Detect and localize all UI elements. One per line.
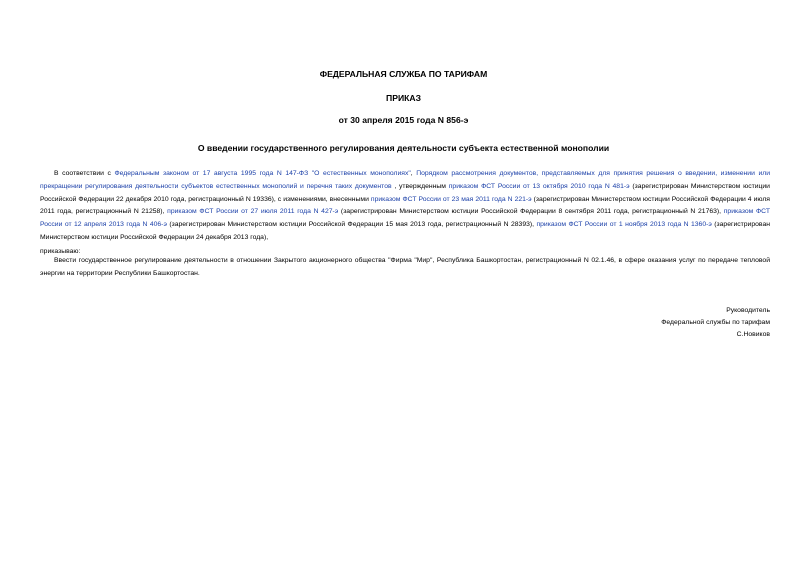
signature-position-2: Федеральной службы по тарифам (661, 319, 770, 326)
link-order-427[interactable]: приказом ФСТ России от 27 июля 2011 года N 427-э (167, 208, 339, 216)
signature-position-1: Руководитель (726, 307, 770, 314)
preamble-paragraph (40, 168, 770, 245)
order-paragraph: Ввести государственное регулирование деятельности в отношении Закрытого акционерного общества "Фирма "Мир", Республика Башкортостан, регистрационный N 02.1.46, в сфере оказания услуг по передаче тепловой энергии на территории Республики Башкортостан. (40, 257, 770, 277)
preamble-text-4: (зарегистрирован Министерством юстиции Российской Федерации 22 декабря 2010 года, регистрационный N 19336), с изменениями, внесенными (40, 182, 770, 203)
preamble-text-8: (зарегистрирован Министерством юстиции Российской Федерации 24 декабря 2013 года), (40, 221, 770, 241)
preamble-text-5: (зарегистрирован Министерством юстиции Российской Федерации 4 июля 2011 года, регистрационный N 21258), (40, 195, 770, 216)
doc-type-heading: ПРИКАЗ (386, 93, 421, 103)
agency-heading: ФЕДЕРАЛЬНАЯ СЛУЖБА ПО ТАРИФАМ (319, 69, 488, 79)
preamble-text-7: (зарегистрирован Министерством юстиции Российской Федерации 15 мая 2013 года, регистрационный N 28393), (166, 221, 537, 229)
link-order-1360[interactable]: приказом ФСТ России от 1 ноября 2013 года N 1360-э (536, 221, 712, 229)
link-order-221[interactable]: приказом ФСТ России от 23 мая 2011 года N 221-э (370, 195, 532, 203)
link-procedure[interactable]: Порядком рассмотрения документов, представляемых для принятия решения о введении, изменении или прекращении регулирования деятельности субъектов естественных монополий и перечня таких документов (40, 170, 771, 190)
link-federal-law-147[interactable]: Федеральным законом от 17 августа 1995 года N 147-ФЗ "О естественных монополиях" (114, 170, 411, 177)
preamble-text-3: , утвержденным (391, 182, 449, 190)
link-order-481[interactable]: приказом ФСТ России от 13 октября 2010 года N 481-э (448, 182, 630, 190)
date-number-heading: от 30 апреля 2015 года N 856-э (338, 115, 469, 125)
preamble-text-2: , (410, 170, 417, 177)
preamble-text-1: В соответствии с (54, 170, 115, 177)
link-order-406[interactable]: приказом ФСТ России от 12 апреля 2013 года N 406-э (40, 208, 771, 229)
signature-name: С.Новиков (736, 331, 770, 338)
preamble-text-6: (зарегистрирован Министерством юстиции Российской Федерации 8 сентября 2011 года, регистрационный N 21763), (338, 208, 724, 216)
document-title: О введении государственного регулирования деятельности субъекта естественной монополии (197, 143, 610, 153)
order-word: приказываю: (40, 248, 81, 255)
